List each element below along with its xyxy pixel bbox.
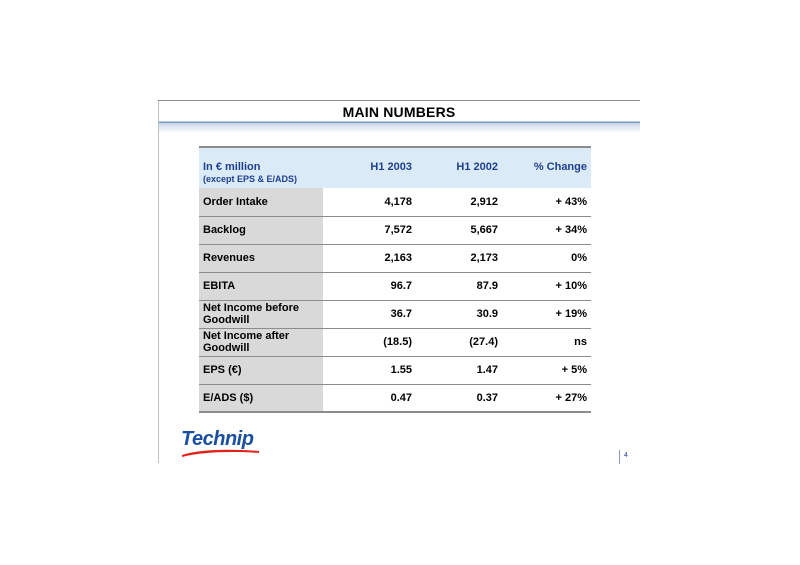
row-label: Revenues [199, 244, 323, 272]
cell-h1-2003: 2,163 [323, 244, 416, 272]
row-label: EBITA [199, 272, 323, 300]
cell-change: + 34% [502, 216, 591, 244]
cell-change: + 10% [502, 272, 591, 300]
cell-h1-2002: 0.37 [416, 384, 502, 412]
header-change: % Change [502, 147, 591, 188]
header-label [199, 147, 323, 188]
cell-h1-2003: 0.47 [323, 384, 416, 412]
table-row [199, 272, 591, 300]
table-row [199, 216, 591, 244]
cell-change: + 5% [502, 356, 591, 384]
table-row [199, 244, 591, 272]
cell-h1-2002: 2,173 [416, 244, 502, 272]
header-h1-2002: H1 2002 [416, 147, 502, 188]
cell-h1-2002: 5,667 [416, 216, 502, 244]
cell-h1-2003: 7,572 [323, 216, 416, 244]
logo-text: Technip [181, 428, 254, 450]
table-row [199, 356, 591, 384]
header-label-sub: (except EPS & E/ADS) [203, 174, 298, 184]
table-row [199, 328, 591, 356]
cell-change: + 19% [502, 300, 591, 328]
page-marker [619, 450, 620, 464]
cell-h1-2002: 1.47 [416, 356, 502, 384]
title-band-line [159, 122, 640, 123]
cell-change: 0% [502, 244, 591, 272]
row-label: Backlog [199, 216, 323, 244]
row-label: Net Income after Goodwill [199, 328, 323, 356]
main-numbers-table [199, 146, 591, 413]
row-label: Net Income before Goodwill [199, 300, 323, 328]
cell-h1-2003: 96.7 [323, 272, 416, 300]
row-label: E/ADS ($) [199, 384, 323, 412]
cell-h1-2002: 30.9 [416, 300, 502, 328]
table-row [199, 384, 591, 412]
cell-h1-2002: (27.4) [416, 328, 502, 356]
table-row [199, 300, 591, 328]
top-rule [158, 100, 640, 101]
cell-change: ns [502, 328, 591, 356]
table-row [199, 188, 591, 216]
cell-h1-2003: 4,178 [323, 188, 416, 216]
row-label: EPS (€) [199, 356, 323, 384]
technip-logo [181, 428, 261, 458]
page-number: 4 [624, 452, 628, 459]
table-header-row [199, 147, 591, 188]
logo-swoosh-icon [181, 446, 261, 458]
cell-change: + 27% [502, 384, 591, 412]
header-h1-2003: H1 2003 [323, 147, 416, 188]
cell-h1-2002: 87.9 [416, 272, 502, 300]
cell-change: + 43% [502, 188, 591, 216]
cell-h1-2003: 1.55 [323, 356, 416, 384]
header-label-main: In € million [203, 161, 261, 173]
cell-h1-2003: (18.5) [323, 328, 416, 356]
cell-h1-2003: 36.7 [323, 300, 416, 328]
cell-h1-2002: 2,912 [416, 188, 502, 216]
slide-title: MAIN NUMBERS [342, 104, 456, 120]
row-label: Order Intake [199, 188, 323, 216]
